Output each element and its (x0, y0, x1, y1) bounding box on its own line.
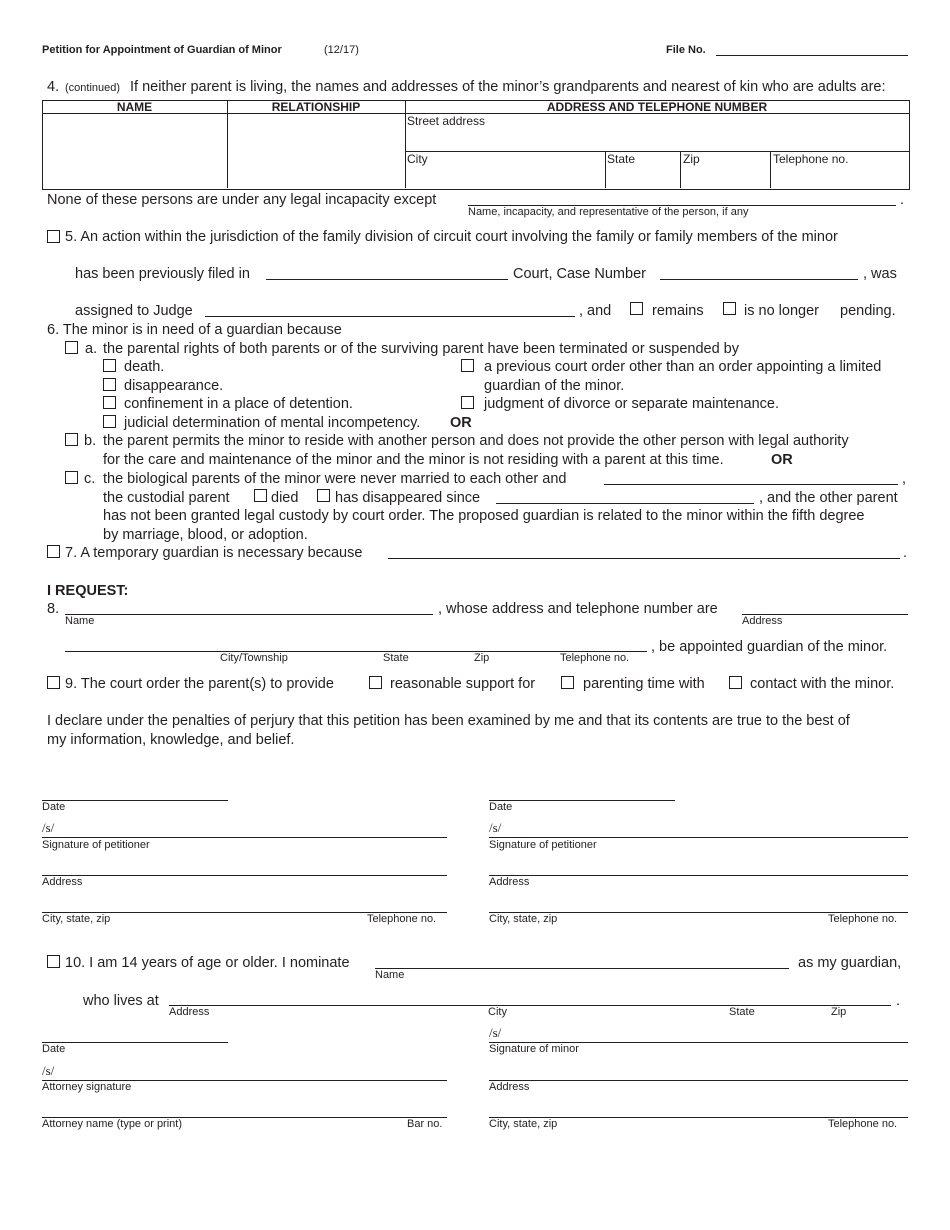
temporary-reason-field[interactable] (388, 558, 900, 559)
date-field-right[interactable] (489, 800, 675, 801)
judicial-checkbox[interactable] (103, 415, 116, 428)
declaration-line2: my information, knowledge, and belief. (47, 732, 295, 748)
bottom-date-field[interactable] (42, 1042, 228, 1043)
petitioner-address-left[interactable] (42, 875, 447, 876)
item5-line1: 5. An action within the jurisdiction of the family division of circuit court involving the family or family members of the minor (65, 229, 838, 245)
support-checkbox[interactable] (369, 676, 382, 689)
remains-checkbox[interactable] (630, 302, 643, 315)
item5-checkbox[interactable] (47, 230, 60, 243)
date-field-left[interactable] (42, 800, 228, 801)
item6c-checkbox[interactable] (65, 471, 78, 484)
petitioner-address-right[interactable] (489, 875, 908, 876)
declaration-line1: I declare under the penalties of perjury that this petition has been examined by me and that its contents are true to the best of (47, 713, 850, 729)
col-address-header: ADDRESS AND TELEPHONE NUMBER (546, 100, 768, 114)
incapacity-caption: Name, incapacity, and representative of the person, if any (468, 206, 749, 218)
col-relationship-header: RELATIONSHIP (271, 100, 361, 114)
confinement-checkbox[interactable] (103, 396, 116, 409)
street-address-label: Street address (407, 114, 486, 128)
zip-label: Zip (683, 152, 700, 166)
form-title: Petition for Appointment of Guardian of Minor (42, 44, 282, 56)
contact-checkbox[interactable] (729, 676, 742, 689)
state-label: State (607, 152, 636, 166)
court-field[interactable] (266, 279, 508, 280)
death-checkbox[interactable] (103, 359, 116, 372)
item4-continued: (continued) (65, 82, 121, 94)
disappeared-since-checkbox[interactable] (317, 489, 330, 502)
case-number-field[interactable] (660, 279, 858, 280)
previous-order-checkbox[interactable] (461, 359, 474, 372)
nominee-address-field[interactable] (169, 1005, 891, 1006)
parents-names-field[interactable] (604, 484, 898, 485)
parenting-time-checkbox[interactable] (561, 676, 574, 689)
item6b-checkbox[interactable] (65, 433, 78, 446)
judge-field[interactable] (205, 316, 575, 317)
col-name-header: NAME (116, 100, 153, 114)
nominee-name-field[interactable] (375, 968, 789, 969)
item6-heading: 6. The minor is in need of a guardian because (47, 322, 342, 338)
guardian-name-field[interactable] (65, 614, 433, 615)
city-label: City (407, 152, 428, 166)
file-no-label: File No. (666, 44, 706, 56)
form-date: (12/17) (324, 44, 359, 56)
died-checkbox[interactable] (254, 489, 267, 502)
minor-address-field[interactable] (489, 1080, 908, 1081)
item10-checkbox[interactable] (47, 955, 60, 968)
petitioner-signature-right[interactable] (489, 837, 908, 838)
divorce-checkbox[interactable] (461, 396, 474, 409)
request-heading: I REQUEST: (47, 583, 129, 599)
no-longer-checkbox[interactable] (723, 302, 736, 315)
item9-checkbox[interactable] (47, 676, 60, 689)
file-no-field[interactable] (716, 55, 908, 56)
item7-checkbox[interactable] (47, 545, 60, 558)
disappearance-checkbox[interactable] (103, 378, 116, 391)
item6a-checkbox[interactable] (65, 341, 78, 354)
item4-number: 4. (47, 79, 60, 95)
incapacity-text: None of these persons are under any legal incapacity except (47, 192, 437, 208)
telephone-label: Telephone no. (773, 152, 849, 166)
disappeared-date-field[interactable] (496, 503, 754, 504)
item4-text: If neither parent is living, the names and addresses of the minor’s grandparents and nearest of kin who are adults are: (130, 79, 886, 95)
petitioner-signature-left[interactable] (42, 837, 447, 838)
